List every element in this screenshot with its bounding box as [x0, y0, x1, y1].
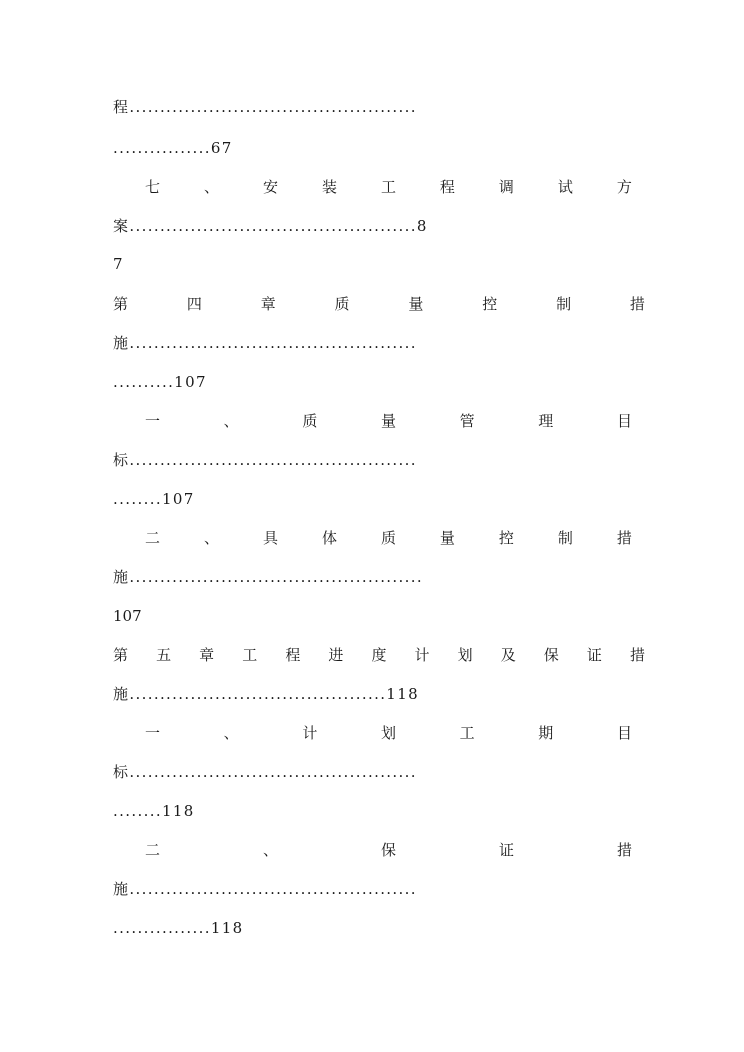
toc-line: 施............................................... [113, 334, 417, 352]
toc-line: 7 [113, 255, 123, 273]
toc-char: 体 [321, 529, 337, 547]
toc-line: ........118 [113, 802, 195, 820]
toc-char: 目 [616, 412, 632, 430]
toc-line: ..........107 [113, 373, 207, 391]
toc-char: 量 [408, 295, 424, 313]
toc-char: 第 [113, 295, 129, 313]
toc-char: 目 [616, 724, 632, 742]
toc-char: 工 [380, 178, 396, 196]
toc-char: 计 [414, 646, 430, 664]
toc-char: 度 [371, 646, 387, 664]
toc-char: 保 [543, 646, 559, 664]
toc-line: 案...............................................8 [113, 217, 428, 235]
toc-char: 试 [557, 178, 573, 196]
toc-char: 装 [321, 178, 337, 196]
toc-char: 制 [556, 295, 572, 313]
toc-line: 标............................................... [113, 763, 417, 781]
toc-char: 量 [380, 412, 396, 430]
toc-char: 质 [334, 295, 350, 313]
toc-entry-heading [145, 722, 632, 744]
toc-char: 章 [199, 646, 215, 664]
toc-char: 控 [482, 295, 498, 313]
toc-char: 工 [242, 646, 258, 664]
toc-line: ................67 [113, 139, 233, 157]
toc-line: 施............................................... [113, 880, 417, 898]
toc-chapter-heading [113, 293, 645, 315]
toc-line: 施................................................ [113, 568, 424, 586]
toc-char: 及 [500, 646, 516, 664]
toc-char: 措 [616, 529, 632, 547]
toc-char: 计 [302, 724, 318, 742]
toc-char: 划 [457, 646, 473, 664]
toc-char: 质 [380, 529, 396, 547]
toc-char: 证 [498, 841, 514, 859]
toc-char: 保 [380, 841, 396, 859]
toc-char: 四 [186, 295, 202, 313]
toc-char: 、 [223, 724, 239, 742]
toc-char: 措 [616, 841, 632, 859]
toc-line: 施..........................................118 [113, 685, 419, 703]
toc-char: 章 [260, 295, 276, 313]
toc-entry-heading [145, 176, 632, 198]
toc-char: 证 [586, 646, 602, 664]
toc-char: 进 [328, 646, 344, 664]
toc-line: ................118 [113, 919, 244, 937]
toc-char: 、 [223, 412, 239, 430]
toc-char: 、 [203, 178, 219, 196]
toc-chapter-heading [113, 644, 645, 666]
toc-char: 管 [459, 412, 475, 430]
toc-char: 二 [145, 529, 161, 547]
toc-line: 程............................................... [113, 98, 417, 116]
toc-char: 具 [262, 529, 278, 547]
toc-char: 划 [380, 724, 396, 742]
toc-char: 一 [145, 724, 161, 742]
toc-char: 一 [145, 412, 161, 430]
toc-char: 七 [145, 178, 161, 196]
toc-char: 措 [629, 646, 645, 664]
toc-char: 方 [616, 178, 632, 196]
toc-entry-heading [145, 839, 632, 861]
toc-char: 措 [629, 295, 645, 313]
toc-char: 程 [439, 178, 455, 196]
toc-char: 调 [498, 178, 514, 196]
toc-char: 理 [538, 412, 554, 430]
toc-char: 安 [262, 178, 278, 196]
toc-char: 程 [285, 646, 301, 664]
toc-char: 第 [113, 646, 129, 664]
toc-char: 控 [498, 529, 514, 547]
toc-char: 、 [203, 529, 219, 547]
toc-char: 量 [439, 529, 455, 547]
toc-char: 五 [156, 646, 172, 664]
toc-char: 工 [459, 724, 475, 742]
toc-line: 107 [113, 607, 142, 625]
toc-char: 期 [538, 724, 554, 742]
toc-char: 二 [145, 841, 161, 859]
toc-line: 标............................................... [113, 451, 417, 469]
toc-entry-heading [145, 527, 632, 549]
toc-line: ........107 [113, 490, 195, 508]
toc-entry-heading [145, 410, 632, 432]
toc-char: 质 [302, 412, 318, 430]
toc-char: 、 [262, 841, 278, 859]
toc-char: 制 [557, 529, 573, 547]
